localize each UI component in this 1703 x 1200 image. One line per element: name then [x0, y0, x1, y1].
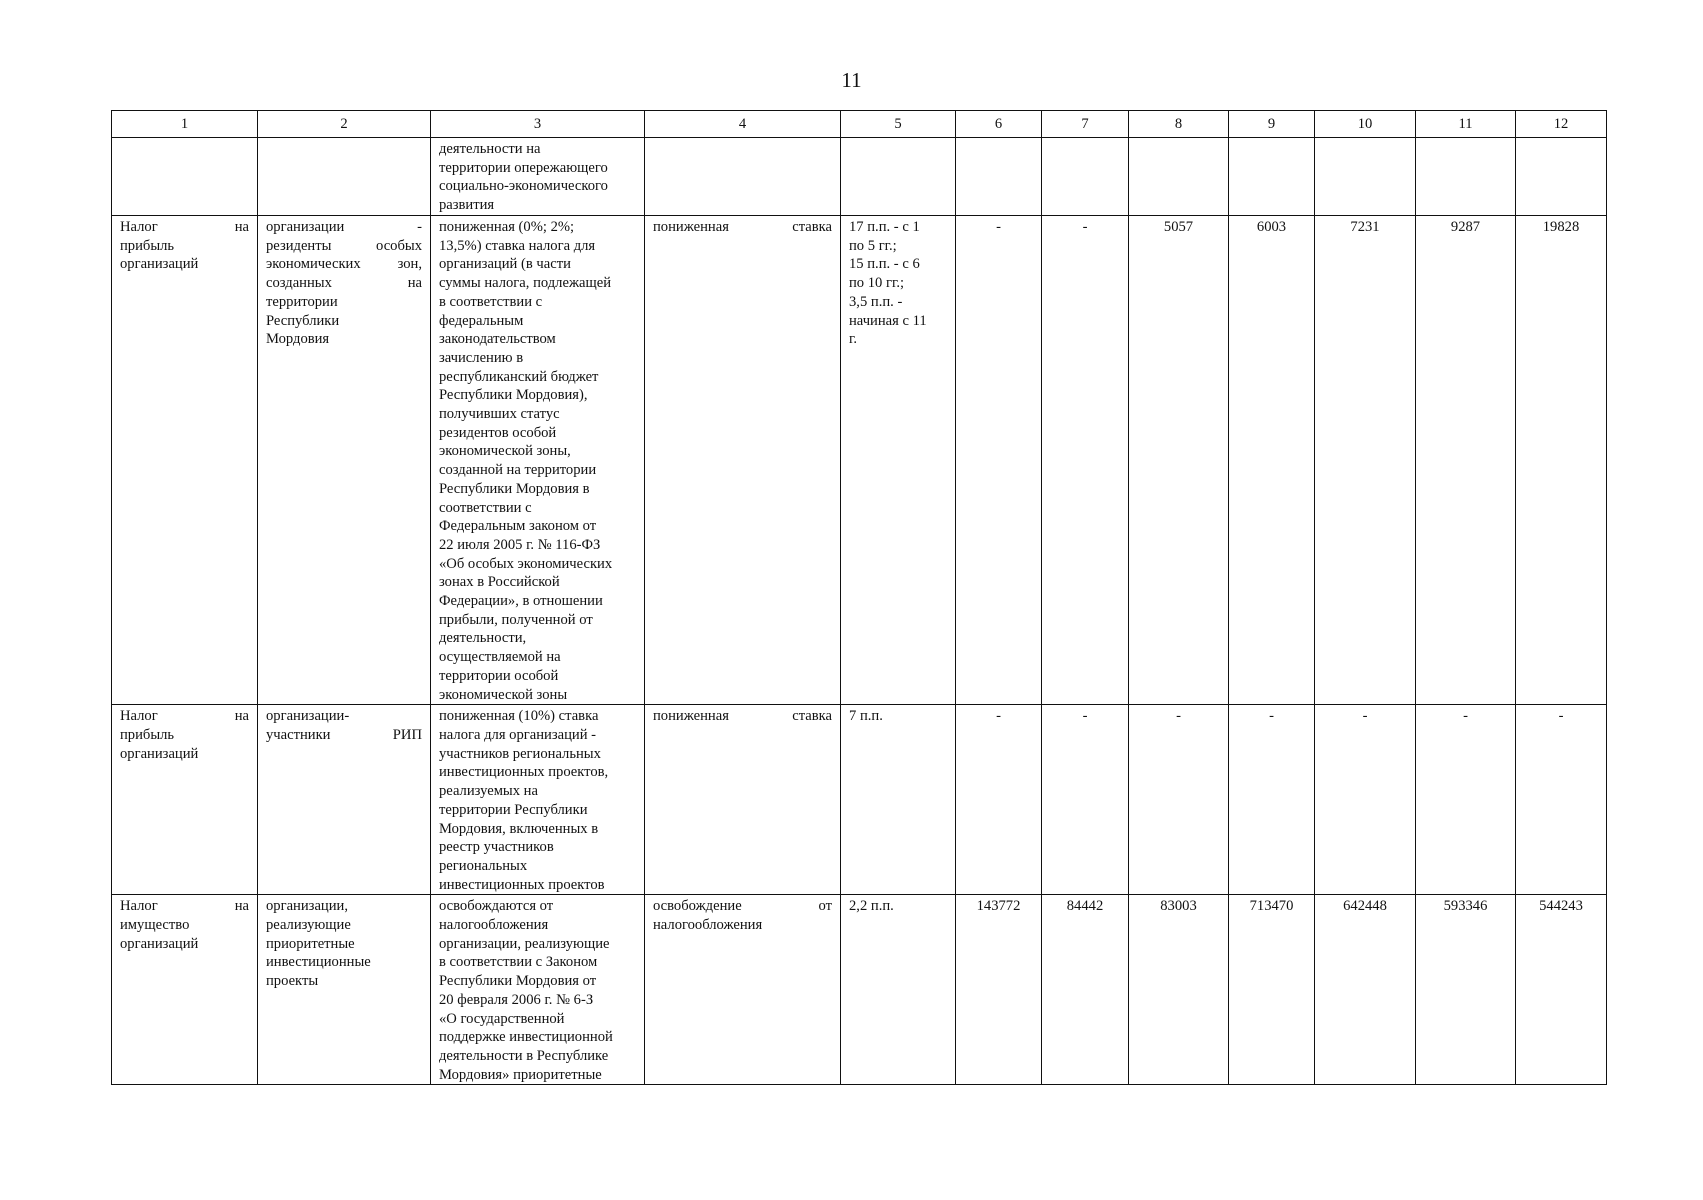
- column-number-header-row: [112, 111, 1607, 138]
- taxpayer-category-cell-line: проекты: [266, 973, 319, 990]
- benefit-description-cell-line: социально-экономического: [439, 178, 608, 195]
- benefit-type-cell: [645, 216, 841, 705]
- taxpayer-category-cell-line: организации-: [266, 708, 350, 725]
- benefit-description-cell-line: деятельности в Республике: [439, 1047, 609, 1064]
- benefit-description-cell-line: Республики Мордовия в: [439, 480, 590, 497]
- column-number-5: 5: [841, 111, 956, 138]
- benefit-description-cell-line: участников региональных: [439, 745, 601, 762]
- value-cell-col-11: 9287: [1416, 216, 1516, 705]
- taxpayer-category-cell-line: созданных на: [266, 275, 422, 292]
- benefit-description-cell-line: налогообложения: [439, 917, 549, 934]
- tax-name-cell-line: Налог на: [120, 708, 249, 725]
- value-cell-col-8: -: [1129, 705, 1229, 895]
- benefit-description-cell: [431, 895, 645, 1085]
- taxpayer-category-cell-line: организации -: [266, 219, 422, 235]
- tax-name-cell-line: прибыль: [120, 237, 175, 254]
- taxpayer-category-cell-line: приоритетные: [266, 935, 355, 952]
- benefit-description-cell-line: организаций (в части: [439, 256, 571, 273]
- column-number-11: 11: [1416, 111, 1516, 138]
- column-number-1: 1: [112, 111, 258, 138]
- tax-name-cell: [112, 138, 258, 216]
- benefit-description-cell-line: 20 февраля 2006 г. № 6-З: [439, 991, 594, 1008]
- benefit-description-cell-line: реализуемых на: [439, 783, 538, 800]
- tax-name-cell-line: Налог на: [120, 219, 249, 235]
- value-cell-col-12: -: [1516, 705, 1607, 895]
- value-cell-col-10: -: [1315, 705, 1416, 895]
- benefit-description-cell-line: территории опережающего: [439, 159, 608, 176]
- benefit-description-cell-line: Федеральным законом от: [439, 518, 597, 535]
- value-cell-col-8: 5057: [1129, 216, 1229, 705]
- benefit-type-cell: [645, 705, 841, 895]
- taxpayer-category-cell-line: инвестиционные: [266, 954, 371, 971]
- value-cell-col-9: [1229, 138, 1315, 216]
- column-number-12: 12: [1516, 111, 1607, 138]
- benefit-term-cell-line: по 10 гг.;: [849, 275, 905, 292]
- benefit-description-cell-line: федеральным: [439, 312, 524, 329]
- benefit-description-cell-line: инвестиционных проектов,: [439, 764, 609, 781]
- benefit-description-cell-line: пониженная (10%) ставка: [439, 708, 599, 725]
- benefit-type-cell-line: пониженная ставка: [653, 708, 832, 725]
- tax-name-cell-line: организаций: [120, 935, 199, 952]
- taxpayer-category-cell-line: Республики: [266, 312, 340, 329]
- taxpayer-category-cell-line: участники РИП: [266, 726, 422, 743]
- value-cell-col-6: -: [956, 216, 1042, 705]
- benefit-term-cell-line: начиная с 11: [849, 312, 927, 329]
- benefit-description-cell-line: в соответствии с Законом: [439, 954, 598, 971]
- column-number-4: 4: [645, 111, 841, 138]
- benefit-term-cell-line: 2,2 п.п.: [849, 898, 894, 915]
- benefit-description-cell-line: резидентов особой: [439, 424, 557, 441]
- benefit-description-cell-line: осуществляемой на: [439, 649, 561, 666]
- benefit-description-cell-line: 22 июля 2005 г. № 116-ФЗ: [439, 536, 601, 553]
- benefit-description-cell-line: налога для организаций -: [439, 726, 597, 743]
- value-cell-col-7: -: [1042, 705, 1129, 895]
- value-cell-col-6: [956, 138, 1042, 216]
- value-cell-col-9: 713470: [1229, 895, 1315, 1085]
- benefit-type-cell-line: освобождение от: [653, 898, 832, 915]
- benefit-description-cell-line: Республики Мордовия от: [439, 973, 597, 990]
- benefit-description-cell-line: соответствии с: [439, 499, 532, 516]
- benefit-description-cell-line: организации, реализующие: [439, 935, 610, 952]
- tax-name-cell-line: Налог на: [120, 898, 249, 915]
- taxpayer-category-cell: [258, 138, 431, 216]
- taxpayer-category-cell-line: Мордовия: [266, 331, 330, 348]
- tax-benefits-table: [111, 110, 1607, 1085]
- benefit-description-cell-line: территории особой: [439, 667, 559, 684]
- benefit-description-cell-line: Республики Мордовия),: [439, 387, 588, 404]
- taxpayer-category-cell: [258, 216, 431, 705]
- benefit-type-cell: [645, 895, 841, 1085]
- table-row: [112, 895, 1607, 1085]
- taxpayer-category-cell-line: резиденты особых: [266, 237, 422, 254]
- tax-name-cell-line: организаций: [120, 256, 199, 273]
- benefit-term-cell-line: г.: [849, 331, 857, 348]
- benefit-description-cell-line: получивших статус: [439, 406, 560, 423]
- benefit-description-cell-line: Мордовия» приоритетные: [439, 1066, 602, 1083]
- column-number-8: 8: [1129, 111, 1229, 138]
- benefit-description-cell-line: Федерации», в отношении: [439, 593, 603, 610]
- benefit-description-cell-line: развития: [439, 197, 495, 214]
- benefit-description-cell-line: «Об особых экономических: [439, 555, 613, 572]
- value-cell-col-6: 143772: [956, 895, 1042, 1085]
- taxpayer-category-cell-line: организации,: [266, 898, 348, 915]
- value-cell-col-9: -: [1229, 705, 1315, 895]
- tax-name-cell: [112, 216, 258, 705]
- benefit-description-cell-line: законодательством: [439, 331, 556, 348]
- benefit-description-cell-line: поддержке инвестиционной: [439, 1029, 613, 1046]
- taxpayer-category-cell-line: территории: [266, 293, 338, 310]
- benefit-description-cell-line: реестр участников: [439, 839, 554, 856]
- value-cell-col-11: -: [1416, 705, 1516, 895]
- value-cell-col-7: 84442: [1042, 895, 1129, 1085]
- value-cell-col-7: [1042, 138, 1129, 216]
- benefit-type-cell: [645, 138, 841, 216]
- benefit-term-cell: [841, 895, 956, 1085]
- column-number-2: 2: [258, 111, 431, 138]
- value-cell-col-9: 6003: [1229, 216, 1315, 705]
- benefit-description-cell-line: зонах в Российской: [439, 574, 560, 591]
- benefit-description-cell-line: экономической зоны,: [439, 443, 571, 460]
- value-cell-col-8: [1129, 138, 1229, 216]
- tax-name-cell-line: прибыль: [120, 726, 175, 743]
- table-row: [112, 138, 1607, 216]
- benefit-term-cell-line: 17 п.п. - с 1: [849, 219, 920, 235]
- value-cell-col-6: -: [956, 705, 1042, 895]
- taxpayer-category-cell: [258, 705, 431, 895]
- value-cell-col-8: 83003: [1129, 895, 1229, 1085]
- benefit-description-cell-line: Мордовия, включенных в: [439, 820, 599, 837]
- benefit-description-cell-line: освобождаются от: [439, 898, 554, 915]
- benefit-term-cell-line: 15 п.п. - с 6: [849, 256, 920, 273]
- taxpayer-category-cell-line: реализующие: [266, 917, 351, 934]
- benefit-description-cell-line: территории Республики: [439, 801, 588, 818]
- benefit-description-cell-line: экономической зоны: [439, 686, 568, 703]
- benefit-term-cell: [841, 138, 956, 216]
- benefit-term-cell-line: 3,5 п.п. -: [849, 293, 903, 310]
- value-cell-col-12: 544243: [1516, 895, 1607, 1085]
- benefit-term-cell: [841, 216, 956, 705]
- benefit-term-cell-line: 7 п.п.: [849, 708, 883, 725]
- benefit-description-cell-line: суммы налога, подлежащей: [439, 275, 612, 292]
- benefit-description-cell-line: деятельности на: [439, 141, 541, 157]
- value-cell-col-7: -: [1042, 216, 1129, 705]
- benefit-term-cell: [841, 705, 956, 895]
- tax-name-cell-line: имущество: [120, 917, 190, 934]
- column-number-9: 9: [1229, 111, 1315, 138]
- table-row: [112, 705, 1607, 895]
- column-number-3: 3: [431, 111, 645, 138]
- value-cell-col-10: [1315, 138, 1416, 216]
- taxpayer-category-cell-line: экономических зон,: [266, 256, 422, 273]
- benefit-description-cell-line: в соответствии с: [439, 293, 543, 310]
- tax-name-cell: [112, 895, 258, 1085]
- benefit-description-cell: [431, 216, 645, 705]
- benefit-description-cell-line: созданной на территории: [439, 462, 597, 479]
- benefit-description-cell-line: 13,5%) ставка налога для: [439, 237, 596, 254]
- value-cell-col-10: 642448: [1315, 895, 1416, 1085]
- benefit-description-cell-line: пониженная (0%; 2%;: [439, 219, 575, 235]
- benefit-description-cell-line: деятельности,: [439, 630, 527, 647]
- benefit-description-cell-line: инвестиционных проектов: [439, 876, 605, 893]
- tax-name-cell-line: организаций: [120, 745, 199, 762]
- value-cell-col-11: 593346: [1416, 895, 1516, 1085]
- benefit-description-cell-line: республиканский бюджет: [439, 368, 599, 385]
- tax-name-cell: [112, 705, 258, 895]
- page-number: 11: [841, 68, 862, 92]
- table-row: [112, 216, 1607, 705]
- benefit-term-cell-line: по 5 гг.;: [849, 237, 897, 254]
- column-number-6: 6: [956, 111, 1042, 138]
- benefit-description-cell-line: прибыли, полученной от: [439, 611, 593, 628]
- value-cell-col-12: [1516, 138, 1607, 216]
- benefit-description-cell-line: региональных: [439, 857, 528, 874]
- benefit-description-cell-line: зачислению в: [439, 349, 524, 366]
- value-cell-col-12: 19828: [1516, 216, 1607, 705]
- column-number-10: 10: [1315, 111, 1416, 138]
- value-cell-col-10: 7231: [1315, 216, 1416, 705]
- taxpayer-category-cell: [258, 895, 431, 1085]
- value-cell-col-11: [1416, 138, 1516, 216]
- benefit-description-cell: [431, 138, 645, 216]
- benefit-type-cell-line: пониженная ставка: [653, 219, 832, 235]
- column-number-7: 7: [1042, 111, 1129, 138]
- benefit-description-cell-line: «О государственной: [439, 1010, 565, 1027]
- benefit-type-cell-line: налогообложения: [653, 917, 763, 934]
- benefit-description-cell: [431, 705, 645, 895]
